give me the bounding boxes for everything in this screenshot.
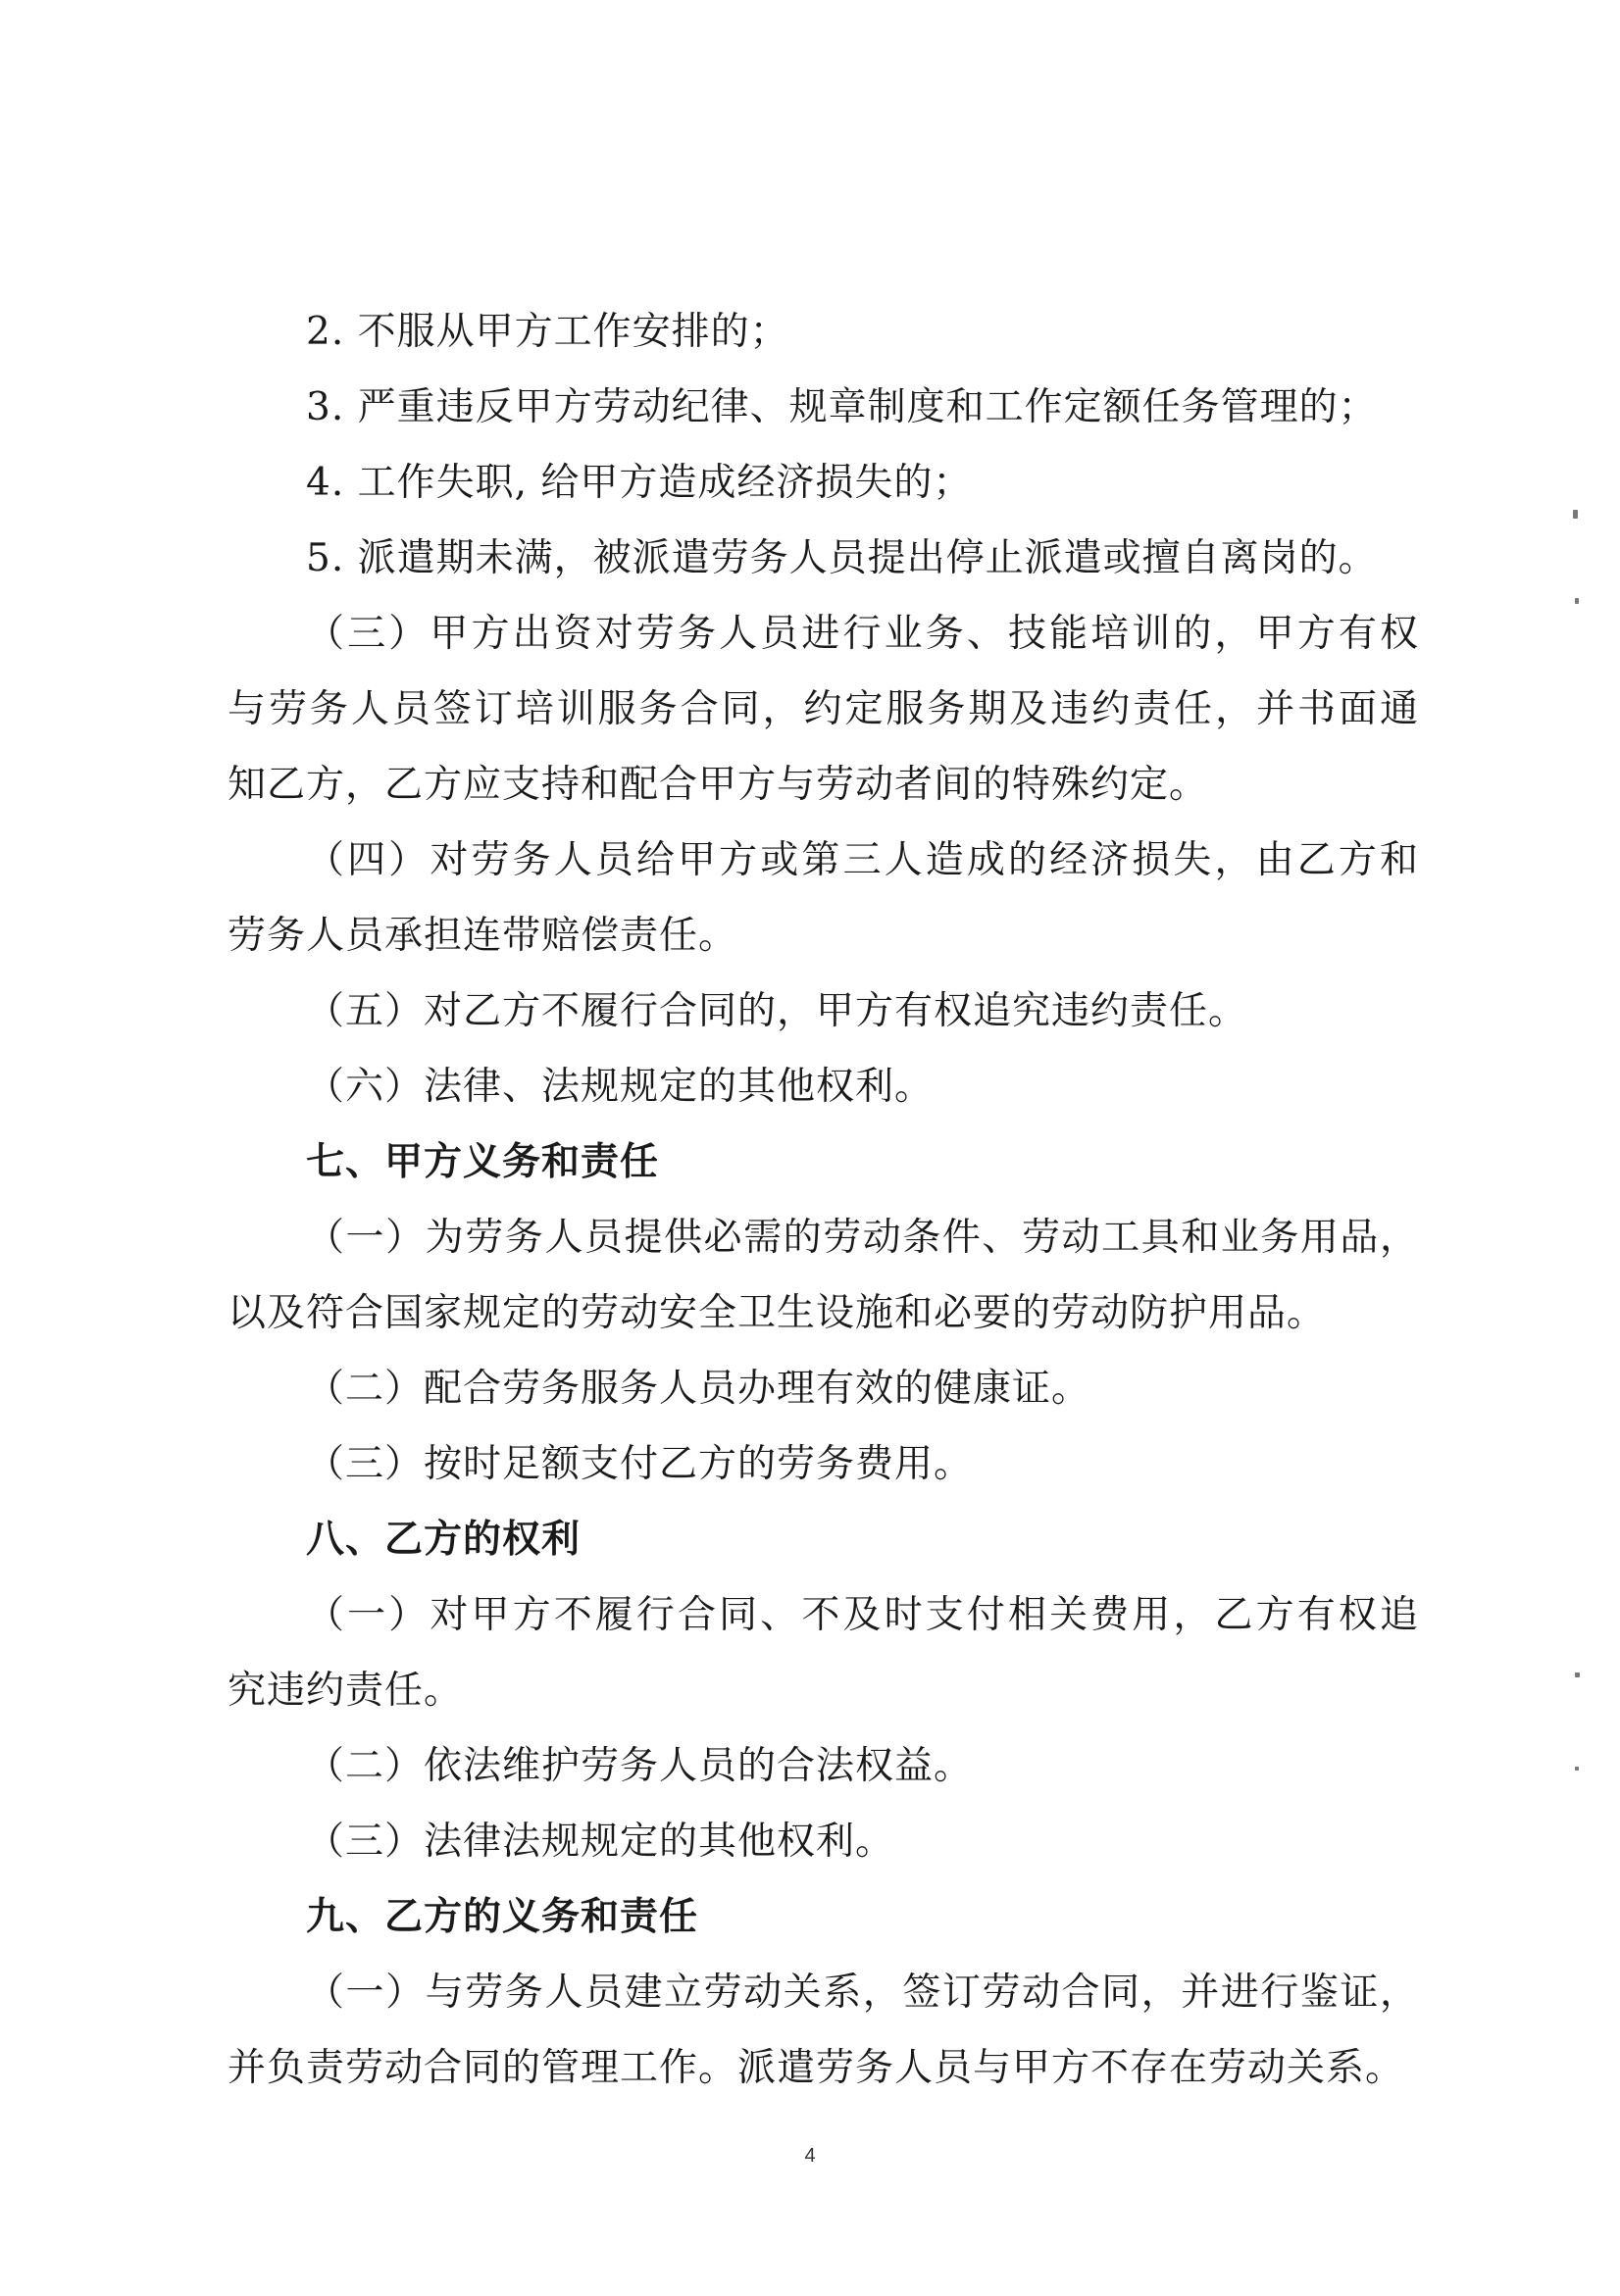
- paragraph-line: （三）按时足额支付乙方的劳务费用。: [306, 1442, 974, 1486]
- section-heading-9: 九、乙方的义务和责任: [306, 1894, 699, 1939]
- paragraph-line: （一）为劳务人员提供必需的劳动条件、劳动工具和业务用品，: [306, 1216, 1419, 1260]
- paragraph-line: 以及符合国家规定的劳动安全卫生设施和必要的劳动防护用品。: [228, 1291, 1327, 1335]
- paragraph-line: （六）法律、法规规定的其他权利。: [306, 1065, 935, 1109]
- section-heading-7: 七、甲方义务和责任: [306, 1139, 660, 1184]
- paragraph-line: （二）依法维护劳务人员的合法权益。: [306, 1744, 974, 1788]
- paragraph-line: （二）配合劳务服务人员办理有效的健康证。: [306, 1367, 1091, 1411]
- scan-speck: [1575, 1672, 1580, 1677]
- paragraph-line: （一）与劳务人员建立劳动关系，签订劳动合同，并进行鉴证，: [306, 1971, 1419, 2015]
- paragraph-line: 并负责劳动合同的管理工作。派遣劳务人员与甲方不存在劳动关系。: [228, 2046, 1405, 2090]
- document-body: [228, 294, 1419, 2106]
- paragraph-line: 知乙方，乙方应支持和配合甲方与劳动者间的特殊约定。: [228, 763, 1209, 807]
- paragraph-line: （一）对甲方不履行合同、不及时支付相关费用，乙方有权追: [306, 1593, 1419, 1637]
- scan-speck: [1575, 598, 1579, 604]
- paragraph-line: 与劳务人员签订培训服务合同，约定服务期及违约责任，并书面通: [228, 687, 1419, 731]
- paragraph-line: （五）对乙方不履行合同的，甲方有权追究违约责任。: [306, 989, 1248, 1033]
- list-item-5: 5. 派遣期未满，被派遣劳务人员提出停止派遣或擅自离岗的。: [306, 536, 1378, 580]
- page-number: 4: [804, 2145, 816, 2167]
- list-item-3: 3. 严重违反甲方劳动纪律、规章制度和工作定额任务管理的；: [306, 385, 1378, 429]
- paragraph-line: （四）对劳务人员给甲方或第三人造成的经济损失，由乙方和: [306, 838, 1419, 882]
- paragraph-line: （三）甲方出资对劳务人员进行业务、技能培训的，甲方有权: [306, 612, 1419, 656]
- paragraph-line: （三）法律法规规定的其他权利。: [306, 1820, 895, 1864]
- list-item-4: 4. 工作失职, 给甲方造成经济损失的；: [306, 461, 973, 505]
- scan-speck: [1575, 1767, 1579, 1771]
- section-heading-8: 八、乙方的权利: [306, 1517, 582, 1562]
- paragraph-line: 究违约责任。: [228, 1669, 464, 1713]
- scan-speck: [1573, 510, 1578, 519]
- list-item-2: 2. 不服从甲方工作安排的；: [306, 310, 789, 354]
- paragraph-line: 劳务人员承担连带赔偿责任。: [228, 914, 738, 958]
